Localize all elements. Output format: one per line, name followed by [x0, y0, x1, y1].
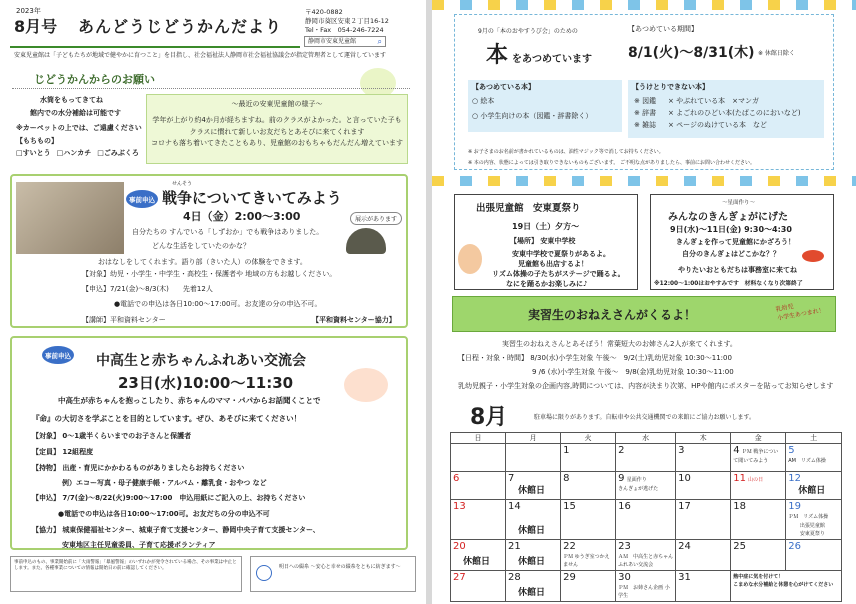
day-cell: 25 [731, 539, 786, 570]
footer-motto: 明日への綴糸 ～安心と幸せの綴糸をともに紡ぎます～ [279, 564, 401, 570]
exhibit-bubble: 展示があります [350, 212, 402, 225]
baby-phone-note: ●電話での申込は各日10:00～17:00可。お友だちの分の申込不可 [58, 510, 270, 518]
day-cell: 29 [561, 570, 616, 601]
students-schedule-2: 9 /6 (水)小学生対象 午後～ 9/8(金)乳幼児対象 10:30～11:00 [532, 368, 734, 376]
festival-text-3: リズム体操の子たちがステージで踊るよ。 [492, 270, 625, 278]
festival-title: 出張児童館 安東夏祭り [476, 203, 581, 214]
day-cell: 27 [451, 570, 506, 601]
day-cell: 12 休館日 [786, 472, 842, 500]
baby-bring: 【持物】 出産・育児にかかわるものがありましたらお持ちください [32, 464, 245, 472]
festival-text-4: なにを踊るかお楽しみに♪ [506, 280, 588, 288]
event-label: ＰＭ 戦争について聞いてみよう [733, 449, 779, 464]
day-cell [451, 444, 506, 472]
day-cell: 15 [561, 500, 616, 540]
students-intro: 実習生のおねえさんとあそぼう！常葉短大のお姉さん2人が来てくれます。 [502, 340, 737, 348]
festival-text-2: 児童館も出店するよ！ [518, 260, 588, 268]
search-text: 静岡市安東児童館 [308, 38, 357, 45]
day-cell: 22 ＰＭ ゆうぎ室つかえません [561, 539, 616, 570]
festival-place: 【場所】 安東中学校 [510, 237, 576, 245]
request-line-3: ※カーペットの上では、ご遠慮ください [16, 124, 142, 132]
recent-text: 学年が上がり約4か月が経ちますね。前のクラスがよかった。と言っていた子も [152, 115, 402, 124]
weekday-wed: 水 [616, 433, 676, 444]
footer-note: 事前申込のもの、事業開始前に「大雨警報」「暴風警報」のいずれかが発令されている場合、その事業は中止とします。また、各種事業についての情報は開始日の前に確認してください。 [14, 560, 237, 571]
parking-note: 駐車場に限りがあります。自転車や公共交通機関での来館にご協力お願いします。 [534, 414, 756, 421]
tel-fax: Tel・Fax 054-246-7224 [305, 26, 384, 34]
heat-note-2: こまめな水分補給と休憩を心がけてください [733, 582, 834, 588]
festival-date: 19日（土）夕方～ [512, 222, 580, 231]
year-label: 2023年 [16, 7, 41, 15]
calendar-month: 8月 [470, 405, 508, 430]
reject-col-1: ※ 図鑑 ※ 辞書 ※ 雑誌 [634, 97, 657, 129]
fan-illustration [458, 244, 482, 274]
collect-item: ○ 小学生向けの本（図鑑・辞書除く） [472, 111, 593, 120]
day-cell: 14 休館日 [506, 500, 561, 540]
event-label: ＰＭ お姉さん企画 小学生 [618, 584, 670, 599]
day-cell: 21 休館日 [506, 539, 561, 570]
baby-lead-2: 『命』の大切さを学ぶことを目的としています。ぜひ、あそびに来てください！ [32, 414, 302, 423]
day-cell: 17 [676, 500, 731, 540]
day-cell: 31 [676, 570, 731, 601]
baby-title: 中高生と赤ちゃんふれあい交流会 [96, 353, 306, 369]
belonging-item: □ごみぶくろ [97, 149, 139, 157]
baby-coop-2: 安東地区主任児童委員、子育て応援ボランティア [62, 541, 216, 549]
event-label: ＰＭ リズム体操 出張児童館 安東夏祭り [788, 514, 829, 537]
apply-badge: 事前申込 [42, 346, 74, 364]
baby-capacity: 【定員】 12組程度 [32, 448, 94, 456]
war-lecturer: 【講師】平和資料センター [82, 316, 166, 324]
recent-title: ～最近の安東児童館の様子～ [231, 100, 323, 108]
heat-note-cell [731, 570, 842, 601]
war-photo [16, 182, 124, 254]
day-cell: 9 星面作り きんぎょが逃げた [616, 472, 676, 500]
postal-code: 〒420-0882 [305, 8, 343, 16]
war-text-3: おはなしをしてくれます。語り部（きいた人）の体験をできます。 [98, 258, 307, 266]
event-label: AM リズム体操 [788, 458, 826, 464]
baby-date: 23日(水)10:00～11:30 [118, 374, 294, 392]
collect-item: ○ 絵本 [472, 96, 495, 105]
search-icon: ⌕ [377, 37, 382, 46]
war-title: 戦争についてきいてみよう [162, 189, 342, 207]
middle-decoration-strip [432, 176, 856, 186]
day-cell: 11 山の日 [731, 472, 786, 500]
festival-text-1: 安東中学校で夏祭りがあるよ。 [512, 250, 610, 258]
recent-text-3: コロナも落ち着いてきたこともあり、児童館のおもちゃもだんだん増えています [151, 139, 403, 148]
address: 静岡市葵区安東２丁目16-12 [305, 17, 389, 25]
closed-label: 休館日 [518, 525, 546, 536]
closed-label: 休館日 [518, 556, 546, 567]
war-ruby: せんそう [172, 181, 193, 187]
collect-box [468, 80, 622, 132]
goldfish-text-4: ※12:00～1:00はおやすみです 材料なくなり次第終了 [654, 281, 803, 287]
books-title-rest: をあつめています [512, 54, 592, 65]
header-divider [10, 46, 300, 48]
baby-bring-example: 例）エコー写真・母子健康手帳・アルバム・離乳食・おやつ など [62, 479, 267, 487]
day-cell: 20 休館日 [451, 539, 506, 570]
weekday-fri: 金 [731, 433, 786, 444]
request-line-2: 館内での水分補給は可能です [30, 109, 121, 117]
left-page [0, 0, 426, 604]
calendar-table [450, 432, 842, 602]
event-label: ＰＭ ゆうぎ室つかえません [563, 553, 610, 568]
request-divider [12, 88, 410, 89]
day-cell: 4 ＰＭ 戦争について聞いてみよう [731, 444, 786, 472]
day-cell: 2 [616, 444, 676, 472]
triangle-pattern [432, 0, 856, 10]
goldfish-small: ～星面作り～ [722, 200, 756, 206]
weekday-thu: 木 [676, 433, 731, 444]
weekday-sun: 日 [451, 433, 506, 444]
right-page [432, 0, 856, 604]
mother-baby-illustration [344, 368, 388, 402]
war-apply: 【申込】7/21(金)～8/3(木) 先着12人 [82, 285, 213, 293]
day-cell: 8 [561, 472, 616, 500]
closed-label: 休館日 [463, 556, 491, 567]
footer-motto-box [250, 556, 416, 592]
goldfish-date: 9日(水)～11日(金) 9:30～4:30 [670, 225, 792, 234]
holiday-label: 山の日 [748, 477, 764, 483]
reject-col-2: × やぶれている本 ×マンガ × よごれのひどい本(たばこのにおいなど) × ページのぬけている本 など [668, 97, 801, 129]
request-line-4: 【もちもの】 [16, 137, 58, 145]
closed-label: 休館日 [518, 587, 546, 598]
reject-label: 【うけとりできない本】 [632, 83, 709, 91]
day-cell: 28 休館日 [506, 570, 561, 601]
day-cell: 26 [786, 539, 842, 570]
day-cell: 16 [616, 500, 676, 540]
event-label: 星面作り きんぎょが逃げた [618, 477, 659, 492]
council-logo [256, 565, 272, 581]
books-title-main: 本 [486, 43, 509, 68]
recent-box [146, 94, 408, 164]
day-cell: 10 [676, 472, 731, 500]
day-cell: 24 [676, 539, 731, 570]
war-text-1: 自分たちの すんでいる「しずおか」でも戦争はありました。 [132, 228, 324, 236]
day-cell: 23 ＡＭ 中高生と赤ちゃん ふれあい交流会 [616, 539, 676, 570]
day-cell: 13 [451, 500, 506, 540]
books-note-1: ※ お子さまのお名前が書かれているものは、油性マジック等で消してお持ちください。 [468, 149, 664, 155]
day-cell: 1 [561, 444, 616, 472]
belongings-list [16, 149, 139, 158]
day-cell: 30 ＰＭ お姉さん企画 小学生 [616, 570, 676, 601]
belonging-item: □すいとう [16, 149, 51, 157]
goldfish-title: みんなのきんぎょがにげた [668, 212, 788, 223]
day-cell [506, 444, 561, 472]
goldfish-text-3: やりたいおともだちは事務室に来てね [678, 266, 797, 274]
newsletter-title: あんどうじどうかんだより [78, 17, 283, 36]
period-note: ※ 休館日除く [758, 50, 795, 57]
period-label: 【あつめている期間】 [628, 25, 698, 33]
goldfish-text-1: きんぎょを作って児童館にかざろう！ [676, 238, 795, 246]
goldfish-text-2: 自分のきんぎょはどこかな？？ [682, 250, 780, 258]
baby-apply: 【申込】 7/7(金)～8/22(火)9:00～17:00 申込用紙にご記入の上、お持ちください [32, 494, 306, 502]
day-cell: 5 AM リズム体操 [786, 444, 842, 472]
war-cooperation: 【平和資料センター協力】 [312, 316, 396, 324]
collection-period: 8/1(火)～8/31(木) [628, 45, 755, 61]
weekday-tue: 火 [561, 433, 616, 444]
footer-note-box [10, 556, 242, 592]
weekday-mon: 月 [506, 433, 561, 444]
closed-label: 休館日 [798, 486, 826, 496]
war-text-2: どんな生活をしていたのかな？ [152, 242, 250, 250]
issue-month: 8月号 [14, 17, 58, 36]
heat-note-1: 熱中症に気を付けて！ [733, 573, 784, 580]
baby-lead-1: 中高生が赤ちゃんを抱っこしたり、赤ちゃんのママ・パパからお話聞くことで [58, 396, 321, 405]
baby-coop: 【協力】 城東保健福祉センター、城東子育て支援センター、静岡中央子育て支援センター、 [32, 526, 320, 534]
reject-box [628, 80, 824, 138]
search-box[interactable] [304, 36, 386, 47]
weekday-sat: 土 [786, 433, 842, 444]
collect-label: 【あつめている本】 [472, 83, 535, 91]
recent-text-2: クラスに慣れて新しいお友だちとあそびに来てくれます [189, 127, 365, 136]
students-note: 乳幼児親子・小学生対象の企画内容,時間については、内容が決まり次第、HPや館内にポスターを貼ってお知らせします [458, 382, 834, 390]
day-cell: 18 [731, 500, 786, 540]
books-small-text: 9月の「本のおやすうび会」のための [478, 28, 578, 35]
war-date: 4日（金）2:00～3:00 [183, 210, 301, 223]
belonging-item: □ハンカチ [56, 149, 92, 157]
request-title: じどうかんからのお願い [34, 73, 155, 86]
day-cell: 7 休館日 [506, 472, 561, 500]
closed-label: 休館日 [518, 486, 546, 496]
apply-badge: 事前申込 [126, 190, 158, 208]
books-note-2: ※ 本の内容、状態によっては引き取りできないものもございます。 ご不明な点がありましたら、事前にお問い合わせください。 [468, 160, 755, 166]
war-target: 【対象】幼児・小学生・中学生・高校生・保護者や 地域の方もお越しください。 [82, 270, 337, 278]
top-decoration-strip [432, 0, 856, 10]
baby-target: 【対象】 0～1歳半くらいまでのお子さんと保護者 [32, 432, 192, 440]
goldfish-illustration [802, 250, 824, 262]
request-line-1: 水筒をもってきてね [40, 96, 103, 104]
event-label: ＡＭ 中高生と赤ちゃん ふれあい交流会 [618, 553, 674, 568]
intro-text: 安東児童館は「子どもたちが地域で健やかに育つこと」を目指し、社会福祉法人静岡市社会福祉協議会が指定管理者として運営しています [14, 52, 387, 59]
students-side-text: 乳幼児 小学生あつまれ！ [775, 303, 826, 323]
day-cell: 3 [676, 444, 731, 472]
students-title: 実習生のおねえさんがくるよ！ [528, 308, 697, 322]
day-cell: 19 ＰＭ リズム体操 出張児童館 安東夏祭り [786, 500, 842, 540]
war-phone-note: ●電話での申込は各日10:00～17:00可。お友達の分の申込不可。 [114, 300, 322, 308]
students-schedule-1: 【日程・対象・時間】 8/30(水)小学生対象 午後～ 9/2(土)乳幼児対象 10:30～11:00 [458, 354, 732, 362]
day-cell: 6 [451, 472, 506, 500]
